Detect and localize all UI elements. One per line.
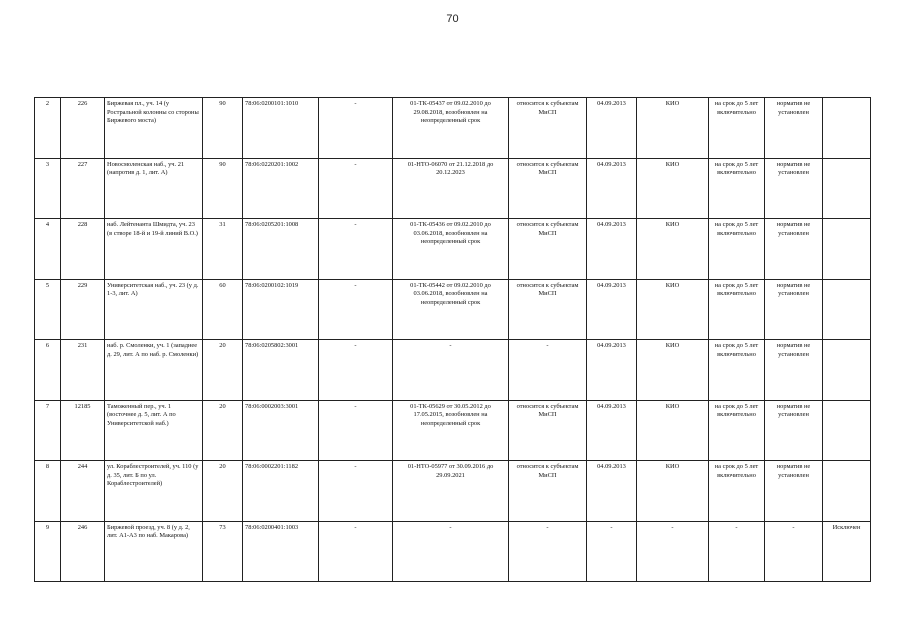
object-id-cell: 231	[61, 340, 105, 401]
address-cell: Таможенный пер., уч. 1 (восточнее д. 5, лит. А по Университетской наб.)	[105, 400, 203, 461]
area-cell: 90	[203, 98, 243, 159]
cadastral-number-cell: 78:06:0205802:3001	[243, 340, 319, 401]
column-five-cell: -	[319, 98, 393, 159]
term-cell: на срок до 5 лет включительно	[709, 279, 765, 340]
permit-cell: 01-ТК-05442 от 09.02.2010 до 03.06.2018, возобновлен на неопределенный срок	[393, 279, 509, 340]
object-id-cell: 228	[61, 219, 105, 280]
term-cell: на срок до 5 лет включительно	[709, 98, 765, 159]
category-cell: относится к субъектам МиСП	[509, 279, 587, 340]
cadastral-number-cell: 78:06:0205201:1008	[243, 219, 319, 280]
table-row	[35, 158, 871, 219]
term-cell: на срок до 5 лет включительно	[709, 461, 765, 522]
term-cell: на срок до 5 лет включительно	[709, 400, 765, 461]
note-cell	[823, 340, 871, 401]
note-cell	[823, 98, 871, 159]
category-cell: относится к субъектам МиСП	[509, 219, 587, 280]
address-cell: ул. Кораблестроителей, уч. 110 (у д. 35, лит. Б по ул. Кораблестроителей)	[105, 461, 203, 522]
permit-cell: 01-ТК-05629 от 30.05.2012 до 17.05.2015, возобновлен на неопределенный срок	[393, 400, 509, 461]
norm-cell: норматив не установлен	[765, 461, 823, 522]
norm-cell: норматив не установлен	[765, 98, 823, 159]
term-cell: на срок до 5 лет включительно	[709, 340, 765, 401]
organization-cell: КИО	[637, 279, 709, 340]
address-cell: Биржевая пл., уч. 14 (у Ростральной колонны со стороны Биржевого моста)	[105, 98, 203, 159]
column-five-cell: -	[319, 158, 393, 219]
term-cell: на срок до 5 лет включительно	[709, 219, 765, 280]
date-cell: 04.09.2013	[587, 340, 637, 401]
category-cell: относится к субъектам МиСП	[509, 400, 587, 461]
note-cell	[823, 400, 871, 461]
table-row	[35, 98, 871, 159]
note-cell: Исключен	[823, 521, 871, 582]
table-row	[35, 219, 871, 280]
note-cell	[823, 158, 871, 219]
organization-cell: КИО	[637, 461, 709, 522]
address-cell: Биржевой проезд, уч. 8 (у д. 2, лит. А1-А3 по наб. Макарова)	[105, 521, 203, 582]
area-cell: 20	[203, 461, 243, 522]
row-number-cell: 3	[35, 158, 61, 219]
date-cell: 04.09.2013	[587, 461, 637, 522]
object-id-cell: 229	[61, 279, 105, 340]
date-cell: 04.09.2013	[587, 400, 637, 461]
organization-cell: -	[637, 521, 709, 582]
column-five-cell: -	[319, 340, 393, 401]
note-cell	[823, 219, 871, 280]
area-cell: 90	[203, 158, 243, 219]
category-cell: относится к субъектам МиСП	[509, 98, 587, 159]
cadastral-number-cell: 78:06:0200401:1003	[243, 521, 319, 582]
category-cell: относится к субъектам МиСП	[509, 461, 587, 522]
object-id-cell: 12185	[61, 400, 105, 461]
norm-cell: норматив не установлен	[765, 400, 823, 461]
row-number-cell: 2	[35, 98, 61, 159]
table-body	[35, 98, 871, 582]
object-id-cell: 227	[61, 158, 105, 219]
column-five-cell: -	[319, 521, 393, 582]
organization-cell: КИО	[637, 158, 709, 219]
date-cell: 04.09.2013	[587, 279, 637, 340]
norm-cell: норматив не установлен	[765, 158, 823, 219]
term-cell: -	[709, 521, 765, 582]
organization-cell: КИО	[637, 340, 709, 401]
permit-cell: -	[393, 340, 509, 401]
category-cell: -	[509, 340, 587, 401]
row-number-cell: 4	[35, 219, 61, 280]
row-number-cell: 6	[35, 340, 61, 401]
cadastral-number-cell: 78:06:0200101:1010	[243, 98, 319, 159]
column-five-cell: -	[319, 219, 393, 280]
date-cell: 04.09.2013	[587, 219, 637, 280]
column-five-cell: -	[319, 279, 393, 340]
cadastral-number-cell: 78:06:0200102:1019	[243, 279, 319, 340]
registry-table	[34, 97, 871, 582]
object-id-cell: 246	[61, 521, 105, 582]
norm-cell: норматив не установлен	[765, 340, 823, 401]
norm-cell: норматив не установлен	[765, 219, 823, 280]
table-row	[35, 400, 871, 461]
organization-cell: КИО	[637, 98, 709, 159]
area-cell: 20	[203, 340, 243, 401]
row-number-cell: 7	[35, 400, 61, 461]
note-cell	[823, 279, 871, 340]
address-cell: наб. р. Смоленки, уч. 1 (западнее д. 29, лит. А по наб. р. Смоленки)	[105, 340, 203, 401]
object-id-cell: 244	[61, 461, 105, 522]
cadastral-number-cell: 78:06:0002003:3001	[243, 400, 319, 461]
permit-cell: 01-ТК-05436 от 09.02.2010 до 03.06.2018, возобновлен на неопределенный срок	[393, 219, 509, 280]
norm-cell: -	[765, 521, 823, 582]
term-cell: на срок до 5 лет включительно	[709, 158, 765, 219]
area-cell: 31	[203, 219, 243, 280]
page-number: 70	[446, 13, 459, 25]
address-cell: Новосмоленская наб., уч. 21 (напротив д. 1, лит. А)	[105, 158, 203, 219]
column-five-cell: -	[319, 400, 393, 461]
organization-cell: КИО	[637, 219, 709, 280]
category-cell: относится к субъектам МиСП	[509, 158, 587, 219]
cadastral-number-cell: 78:06:0220201:1002	[243, 158, 319, 219]
address-cell: наб. Лейтенанта Шмидта, уч. 23 (в створе 18-й и 19-й линий В.О.)	[105, 219, 203, 280]
row-number-cell: 5	[35, 279, 61, 340]
date-cell: 04.09.2013	[587, 98, 637, 159]
area-cell: 20	[203, 400, 243, 461]
area-cell: 60	[203, 279, 243, 340]
permit-cell: 01-НТО-05977 от 30.09.2016 до 29.09.2021	[393, 461, 509, 522]
area-cell: 73	[203, 521, 243, 582]
permit-cell: 01-ТК-05437 от 09.02.2010 до 29.08.2018, возобновлен на неопределенный срок	[393, 98, 509, 159]
cadastral-number-cell: 78:06:0002201:1182	[243, 461, 319, 522]
table-row	[35, 279, 871, 340]
column-five-cell: -	[319, 461, 393, 522]
date-cell: 04.09.2013	[587, 158, 637, 219]
table-row	[35, 521, 871, 582]
address-cell: Университетская наб., уч. 23 (у д. 1-3, лит. А)	[105, 279, 203, 340]
row-number-cell: 9	[35, 521, 61, 582]
note-cell	[823, 461, 871, 522]
table-row	[35, 340, 871, 401]
category-cell: -	[509, 521, 587, 582]
date-cell: -	[587, 521, 637, 582]
row-number-cell: 8	[35, 461, 61, 522]
table-row	[35, 461, 871, 522]
permit-cell: 01-НТО-06070 от 21.12.2018 до 20.12.2023	[393, 158, 509, 219]
organization-cell: КИО	[637, 400, 709, 461]
object-id-cell: 226	[61, 98, 105, 159]
permit-cell: -	[393, 521, 509, 582]
norm-cell: норматив не установлен	[765, 279, 823, 340]
